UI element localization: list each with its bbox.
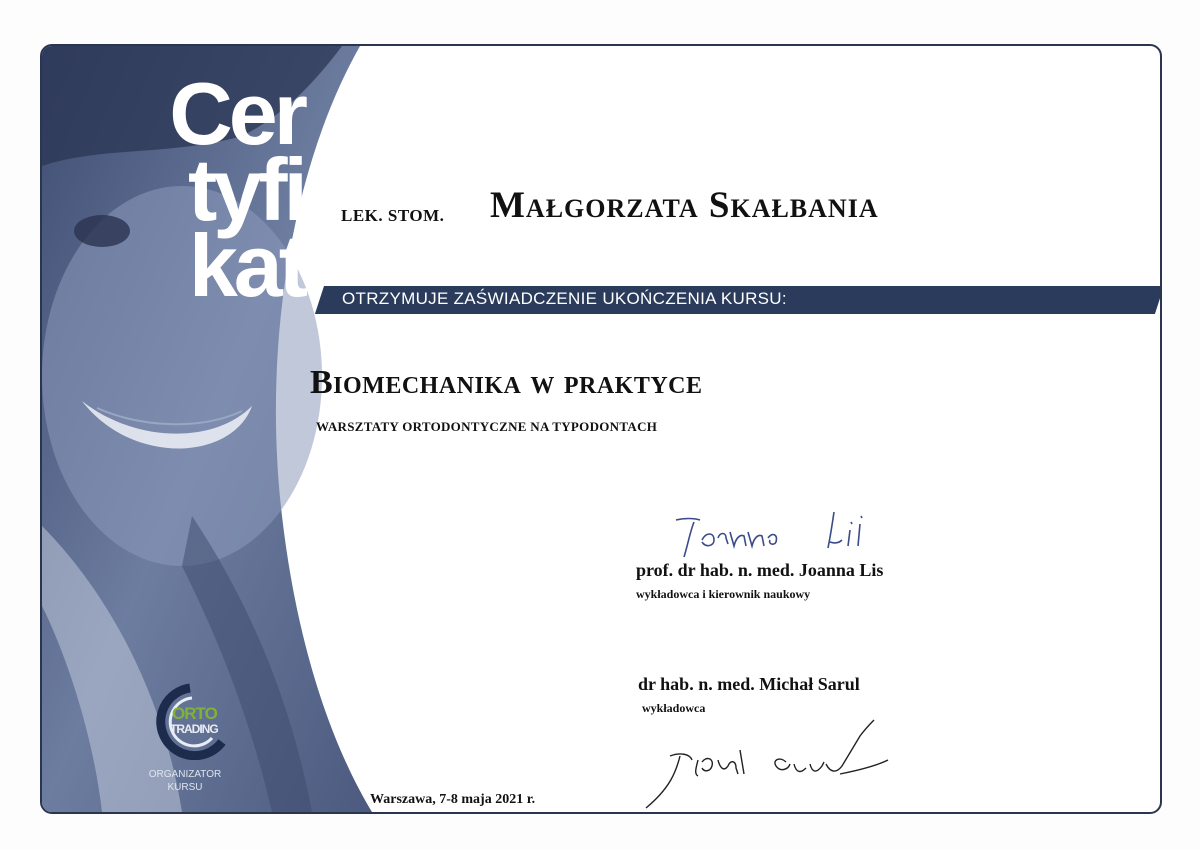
certificate-frame xyxy=(40,44,1162,814)
cert-word-part: tyfi xyxy=(188,140,304,239)
recipient-title: LEK. STOM. xyxy=(341,206,445,225)
logo-text-trading: TRADING xyxy=(170,722,218,736)
place-date: Warszawa, 7-8 maja 2021 r. xyxy=(370,792,536,807)
organizer-line: KURSU xyxy=(167,782,203,793)
organizer-line: ORGANIZATOR xyxy=(148,769,222,780)
signature-joanna-lis xyxy=(654,502,884,562)
cert-word-part: Cer xyxy=(169,64,304,163)
recipient-name: Małgorzata Skałbania xyxy=(490,185,879,226)
cert-word-part: kat xyxy=(188,216,304,315)
course-name: Biomechanika w praktyce xyxy=(310,364,703,401)
banner-text: OTRZYMUJE ZAŚWIADCZENIE UKOŃCZENIA KURSU: xyxy=(342,289,787,308)
certificate-title-graphic xyxy=(54,64,304,315)
logo-text-orto: ORTO xyxy=(172,704,217,723)
lecturer-2-name: dr hab. n. med. Michał Sarul xyxy=(638,674,860,694)
lecturer-1-role: wykładowca i kierownik naukowy xyxy=(636,587,811,601)
course-subtitle: WARSZTATY ORTODONTYCZNE NA TYPODONTACH xyxy=(316,419,658,434)
signature-michal-sarul xyxy=(640,716,900,812)
lecturer-2-role: wykładowca xyxy=(642,701,706,715)
lecturer-1-name: prof. dr hab. n. med. Joanna Lis xyxy=(636,560,884,580)
organizer-label xyxy=(130,768,240,794)
